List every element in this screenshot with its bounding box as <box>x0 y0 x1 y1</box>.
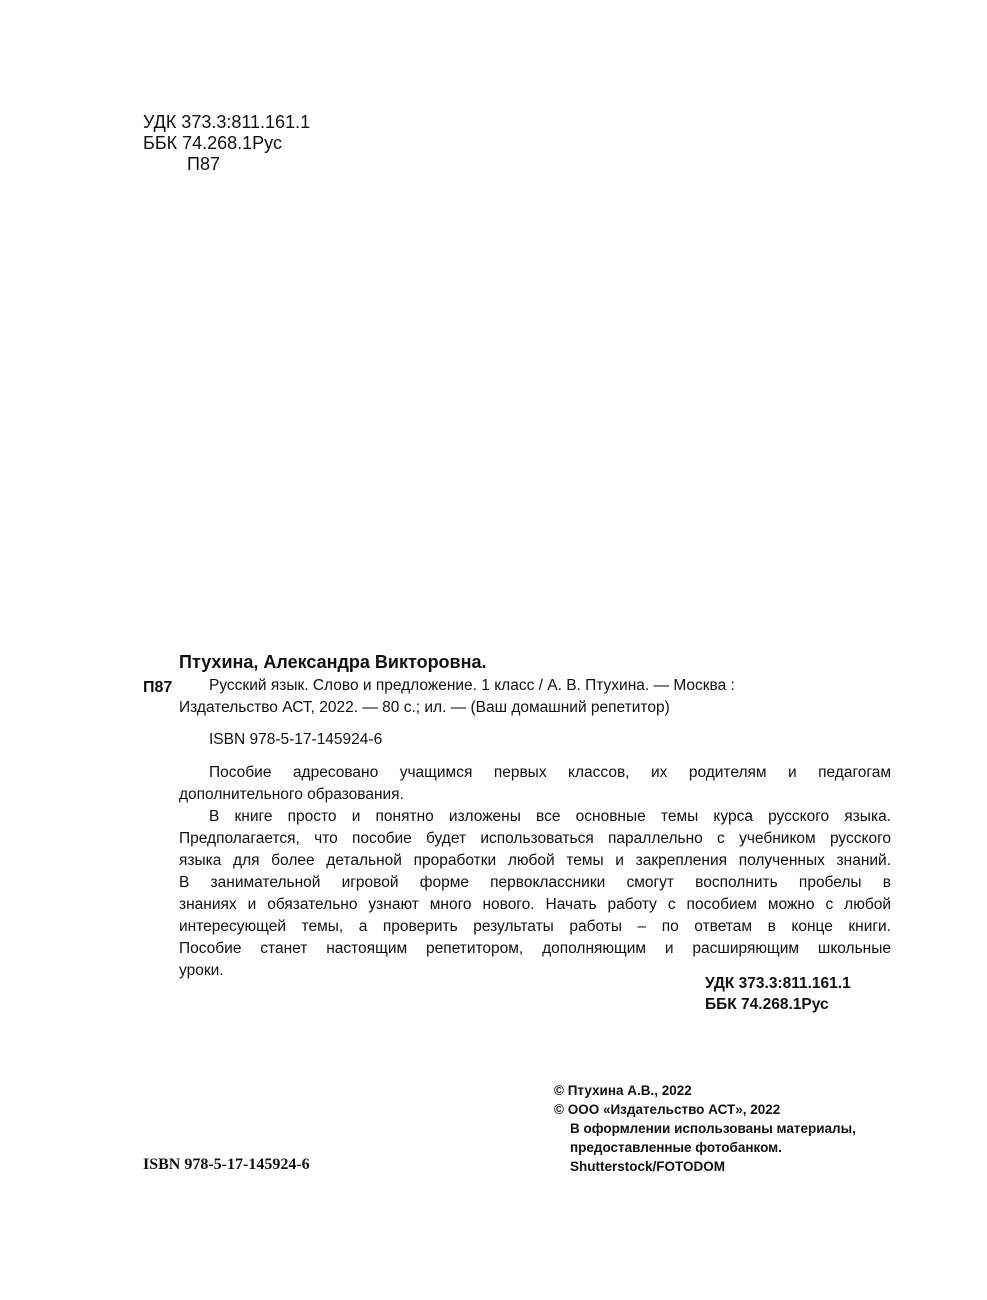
bibliographic-entry-cont <box>179 697 889 719</box>
author-heading: Птухина, Александра Викторовна. <box>179 652 487 672</box>
bottom-classification <box>705 973 851 1015</box>
isbn-entry: ISBN 978-5-17-145924-6 <box>209 731 383 748</box>
annotation-line: интересующей темы, а проверить результаты работы – по ответам в конце книги. <box>179 918 891 935</box>
udk-bottom: УДК 373.3:811.161.1 <box>705 975 851 992</box>
annotation-line: уроки. <box>179 962 224 979</box>
annotation-line: В занимательной игровой форме первоклассники смогут восполнить пробелы в <box>179 874 891 891</box>
bib-line-1: Русский язык. Слово и предложение. 1 класс / А. В. Птухина. — Москва : <box>209 677 735 694</box>
copyright-note-3: Shutterstock/FOTODOM <box>570 1159 726 1174</box>
bbk-bottom: ББК 74.268.1Рус <box>705 996 829 1013</box>
copyright-publisher: © ООО «Издательство АСТ», 2022 <box>554 1102 781 1117</box>
annotation-line: Предполагается, что пособие будет использоваться параллельно с учебником русского <box>179 830 891 847</box>
annotation <box>179 762 891 982</box>
annotation-line: Пособие адресовано учащимся первых классов, их родителям и педагогам <box>209 764 891 781</box>
bib-line-2: Издательство АСТ, 2022. — 80 с.; ил. — (Ваш домашний репетитор) <box>179 699 670 716</box>
annotation-line: дополнительного образования. <box>179 786 404 803</box>
code-top: П87 <box>187 154 220 174</box>
isbn-bottom: ISBN 978-5-17-145924-6 <box>143 1156 310 1173</box>
annotation-line: Пособие станет настоящим репетитором, дополняющим и расширяющим школьные <box>179 940 891 957</box>
annotation-line: знаниях и обязательно узнают много нового. Начать работу с пособием можно с любой <box>179 896 891 913</box>
copyright-note-2: предоставленные фотобанком. <box>570 1140 782 1155</box>
copyright-author: © Птухина А.В., 2022 <box>554 1083 692 1098</box>
bbk-top: ББК 74.268.1Рус <box>143 133 282 153</box>
bibliographic-entry <box>209 675 889 697</box>
copyright-block <box>554 1081 856 1176</box>
annotation-line: языка для более детальной проработки любой темы и закрепления полученных знаний. <box>179 852 891 869</box>
copyright-note-1: В оформлении использованы материалы, <box>570 1121 856 1136</box>
udk-top: УДК 373.3:811.161.1 <box>143 112 311 132</box>
catalog-code: П87 <box>143 679 173 696</box>
annotation-line: В книге просто и понятно изложены все основные темы курса русского языка. <box>209 808 891 825</box>
